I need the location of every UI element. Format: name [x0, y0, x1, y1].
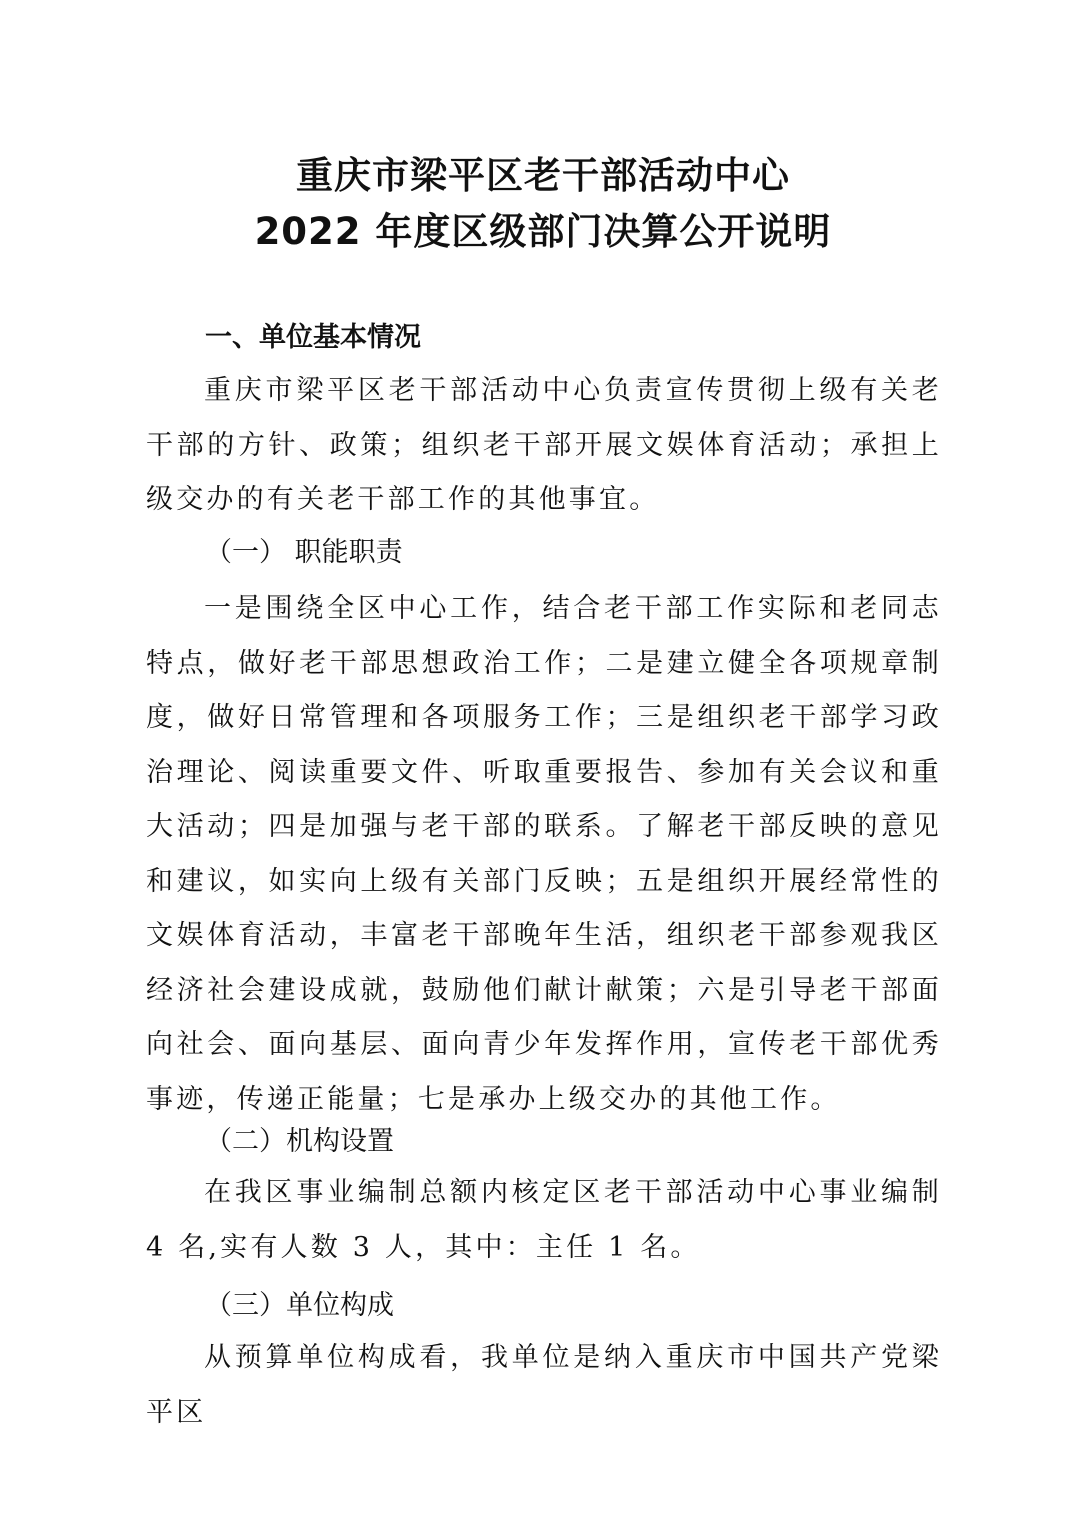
document-title-line1: 重庆市梁平区老干部活动中心: [296, 154, 790, 197]
document-title-line2: 2022 年度区级部门决算公开说明: [254, 210, 832, 253]
subheading-organization: （二）机构设置: [205, 1126, 394, 1157]
section-heading-basic-info: 一、单位基本情况: [205, 322, 421, 353]
subheading-functions: （一） 职能职责: [205, 537, 403, 568]
subheading-unit-composition: （三）单位构成: [205, 1290, 394, 1321]
paragraph-unit-composition: 从预算单位构成看，我单位是纳入重庆市中国共产党梁平区: [146, 1342, 942, 1428]
paragraph-organization: 在我区事业编制总额内核定区老干部活动中心事业编制 4 名,实有人数 3 人，其中：主任 1 名。: [146, 1177, 942, 1263]
paragraph-functions: 一是围绕全区中心工作，结合老干部工作实际和老同志特点，做好老干部思想政治工作；二是建立健全各项规章制度，做好日常管理和各项服务工作；三是组织老干部学习政治理论、阅读重要文件、听取重要报告、参加有关会议和重大活动；四是加强与老干部的联系。了解老干部反映的意见和建议，如实向上级有关部门反映；五是组织开展经常性的文娱体育活动，丰富老干部晚年生活，组织老干部参观我区经济社会建设成就，鼓励他们献计献策；六是引导老干部面向社会、面向基层、面向青少年发挥作用，宣传老干部优秀事迹，传递正能量；七是承办上级交办的其他工作。: [146, 593, 942, 1115]
paragraph-basic-info: 重庆市梁平区老干部活动中心负责宣传贯彻上级有关老干部的方针、政策；组织老干部开展文娱体育活动；承担上级交办的有关老干部工作的其他事宜。: [146, 375, 942, 515]
